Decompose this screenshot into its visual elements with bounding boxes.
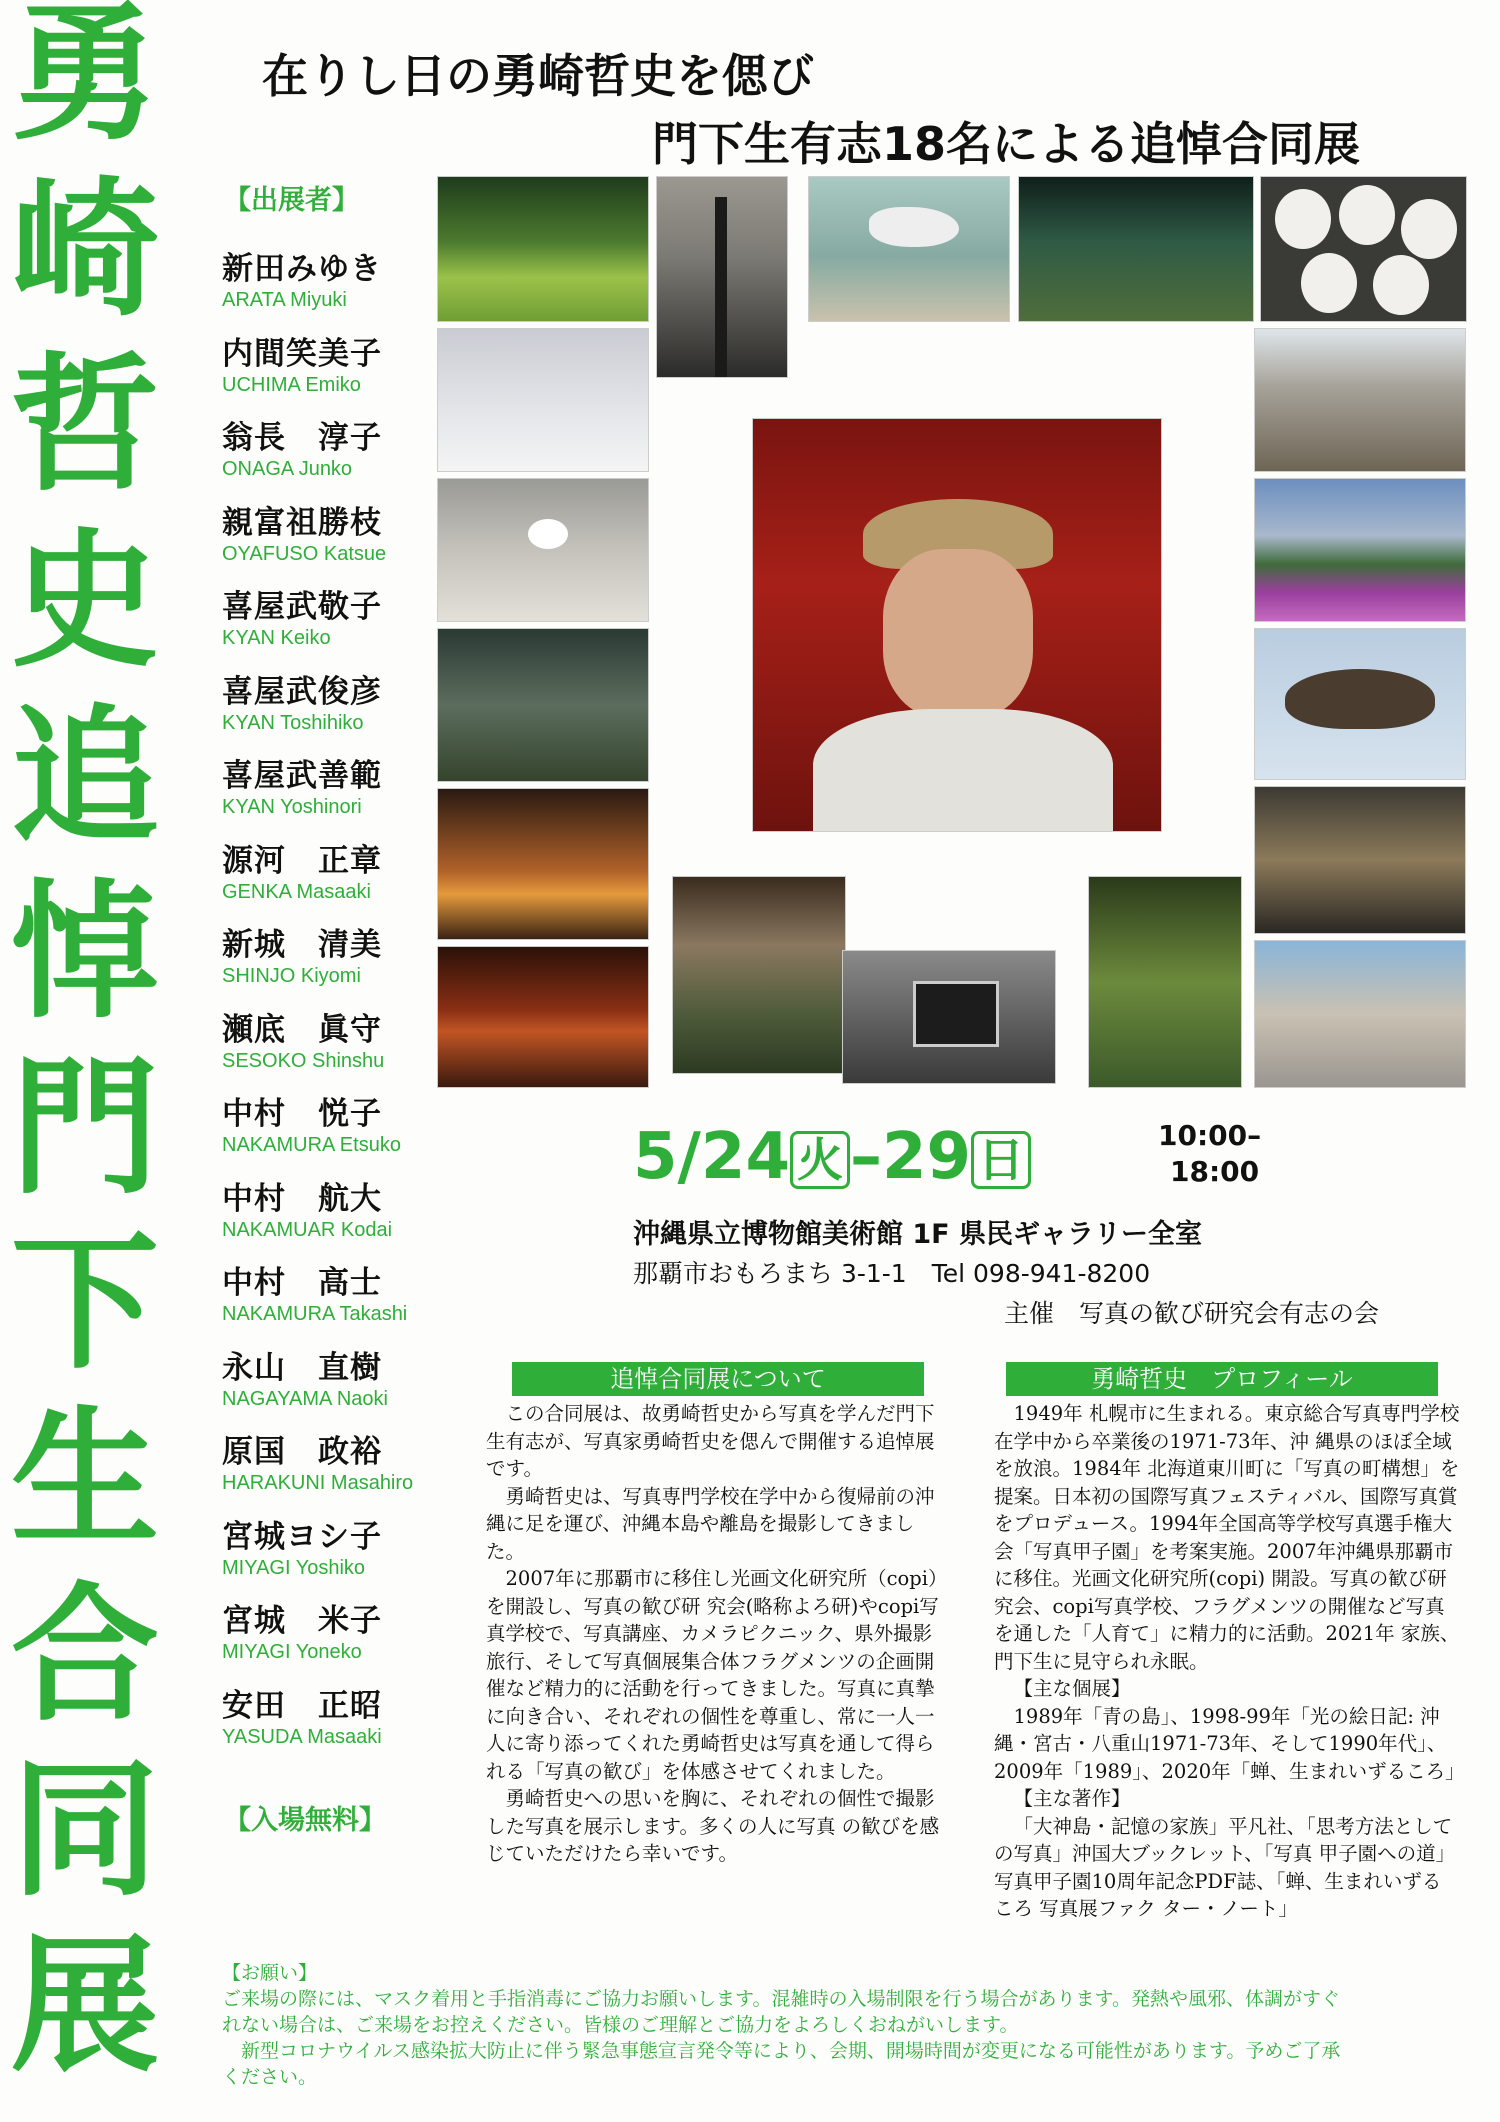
exhibitor-name-ja: 宮城ヨシ子 [222,1518,382,1555]
exhibitor-name-en: GENKA Masaaki [222,880,371,903]
about-body [486,1400,948,1868]
about-paragraph: 勇崎哲史への思いを胸に、それぞれの個性で撮影した写真を展示します。多くの人に写真 の歓びを感じていただけたら幸いです。 [486,1787,940,1865]
exhibitor-name-ja: 翁長 淳子 [222,420,382,456]
exhibitor-name-ja: 内間笑美子 [222,335,382,372]
exhibitor-name-ja: 永山 直樹 [222,1349,382,1386]
photo-plants [437,628,649,782]
about-paragraph: 勇崎哲史は、写真専門学校在学中から復帰前の沖縄に足を運び、沖縄本島や離島を撮影してきました。 [486,1484,935,1563]
vertical-title-char: 勇 [11,0,159,160]
exhibitors-label: 【出展者】 [224,185,359,216]
exhibitor-name-en: NAKAMURA Takashi [222,1303,408,1325]
vertical-title-char: 下 [11,1217,159,1390]
headline-line2: 門下生有志18名による追悼合同展 [652,117,1361,171]
exhibitor-item [222,1602,482,1664]
profile-books: 「大神島・記憶の家族」平凡社、「思考方法としての写真」沖国大ブックレット、「写真 甲子園への道」写真甲子園10周年記念PDF誌、「蝉、生まれいずるころ 写真展ファク ター・ノート」 [994,1814,1456,1920]
exhibitor-name-en: YASUDA Masaaki [222,1725,382,1748]
about-paragraph: 2007年に那覇市に移住し光画文化研究所（copi）を開設し、写真の歓び研 究会(略称よろ研)やcopi写真学校で、写真講座、カメラピクニック、県外撮影旅行、そして写真個展集合体フラグメンツの企画開催など精力的に活動を行ってきました。写真に真摯に向き合い、それぞれの個性を尊重し、常に一人一人に寄り添ってくれた勇崎哲史は写真を通して得られる「写真の歓び」を体感させてくれました。 [486,1567,948,1783]
photo-egret [437,478,649,622]
notice-line2: 新型コロナウイルス感染拡大防止に伴う緊急事態宣言発令等により、会期、開場時間が変更になる可能性があります。予めご了承ください。 [222,2040,1341,2088]
exhibitor-name-ja: 原国 政裕 [222,1434,382,1470]
exhibitor-item [222,1687,482,1749]
exhibitor-name-ja: 中村 悦子 [222,1096,382,1132]
date-end: –29 [849,1120,972,1194]
exhibitor-name-ja: 源河 正章 [222,842,382,879]
admission-label: 【入場無料】 [224,1805,386,1836]
notice-label: 【お願い】 [222,1962,318,1984]
exhibitor-name-en: UCHIMA Emiko [222,373,361,396]
notice [222,1960,1352,2090]
photo-portrait [752,418,1162,832]
profile-books-label: 【主な著作】 [1013,1787,1131,1810]
weekday-end: 日 [971,1131,1031,1189]
exhibitor-item [222,1518,482,1580]
organizer: 主催 写真の歓び研究会有志の会 [1004,1299,1380,1328]
photo-osprey [1254,628,1466,780]
photo-beach-sculpture [808,176,1010,322]
event-dates [633,1122,1031,1192]
exhibitor-name-en: HARAKUNI Masahiro [222,1472,414,1494]
photo-camera-hands [842,950,1056,1084]
photo-tree [656,176,788,378]
profile-works-label: 【主な個展】 [1013,1677,1131,1700]
exhibitor-name-ja: 新城 清美 [222,927,382,963]
exhibitor-item [222,1433,482,1495]
venue: 沖縄県立博物館美術館 1F 県民ギャラリー全室 [633,1219,1203,1250]
photo-vines [1088,876,1242,1088]
exhibitor-name-ja: 喜屋武善範 [222,758,382,794]
photo-flower-field [1254,478,1466,622]
photo-park [437,176,649,322]
profile-heading: 勇崎哲史 プロフィール [1006,1362,1438,1396]
time-open: 10:00– [1158,1119,1262,1152]
photo-ski-slope [437,328,649,472]
vertical-title-char: 展 [11,1919,159,2092]
about-heading: 追悼合同展について [512,1362,924,1396]
vertical-title-char: 合 [11,1568,159,1741]
exhibitor-name-ja: 瀬底 眞守 [222,1011,382,1048]
address: 那覇市おもろまち 3-1-1 Tel 098-941-8200 [633,1259,1151,1288]
date-start: 5/24 [633,1120,790,1194]
exhibitor-name-en: ARATA Miyuki [222,289,347,311]
exhibitor-name-ja: 喜屋武俊彦 [222,673,382,710]
photo-city-crossing [1254,940,1466,1088]
about-paragraph: この合同展は、故勇崎哲史から写真を学んだ門下生有志が、写真家勇崎哲史を偲んで開催する追悼展です。 [486,1402,935,1480]
vertical-title-char: 悼 [11,866,159,1039]
exhibitor-name-en: MIYAGI Yoneko [222,1641,362,1663]
photo-red-sky [437,946,649,1088]
exhibitor-name-en: SHINJO Kiyomi [222,965,361,987]
exhibitor-name-ja: 中村 高士 [222,1265,382,1301]
photo-street-ruins [1254,328,1466,472]
exhibitor-name-en: NAKAMUAR Kodai [222,1218,393,1241]
exhibitor-name-en: KYAN Keiko [222,627,331,649]
profile-body [994,1400,1465,1923]
exhibitor-item [222,1264,482,1326]
exhibitor-name-en: MIYAGI Yoshiko [222,1556,366,1579]
profile-works: 1989年「青の島」、1998-99年「光の絵日記: 沖縄・宮古・八重山1971-73年、そして1990年代」、2009年「1989」、2020年「蝉、生まれいずるころ」 [994,1704,1465,1783]
exhibitor-name-en: NAKAMURA Etsuko [222,1134,401,1156]
exhibitor-name-en: NAGAYAMA Naoki [222,1387,388,1410]
vertical-title-char: 史 [11,514,159,687]
photo-forest-lake [1018,176,1254,322]
exhibitor-name-ja: 中村 航大 [222,1180,382,1217]
photo-masks [1260,176,1467,322]
headline-line1: 在りし日の勇崎哲史を偲び [262,49,814,103]
exhibitor-item [222,1095,482,1157]
vertical-title-char: 門 [11,1041,159,1214]
exhibitor-name-ja: 安田 正昭 [222,1687,382,1724]
vertical-title [0,0,170,2092]
exhibitor-name-en: OYAFUSO Katsue [222,542,387,565]
vertical-title-char: 同 [11,1744,159,1917]
exhibitor-name-en: SESOKO Shinshu [222,1049,385,1072]
profile-bio: 1949年 札幌市に生まれる。東京総合写真専門学校在学中から卒業後の1971-73年、沖 縄県のほぼ全域を放浪。1984年 北海道東川町に「写真の町構想」を提案。日本初の国際写真フェスティバル、国際写真賞をプロデュース。1994年全国高等学校写真選手権大会「写真甲子園」を考案実施。2007年沖縄県那覇市に移住。光画文化研究所(copi) 開設。写真の歓び研究会、copi写真学校、フラグメンツの開催など写真を通した「人育て」に精力的に活動。2021年 家族、門下生に見守られ永眠。 [994,1402,1460,1673]
vertical-title-char: 生 [11,1393,159,1565]
exhibitor-name-en: ONAGA Junko [222,458,353,480]
exhibitor-name-ja: 喜屋武敬子 [222,589,382,625]
photo-mountain-clouds [672,876,846,1074]
vertical-title-char: 崎 [11,163,159,336]
exhibitor-name-en: KYAN Yoshinori [222,796,362,818]
vertical-title-char: 哲 [11,339,159,512]
time-close: 18:00 [1170,1155,1260,1188]
exhibitor-name-ja: 新田みゆき [222,251,382,287]
exhibitor-name-ja: 親富祖勝枝 [222,504,382,541]
vertical-title-char: 追 [11,690,159,863]
photo-airplane-sunset [437,788,649,940]
exhibitor-item [222,1180,482,1242]
exhibitor-name-ja: 宮城 米子 [222,1603,382,1639]
weekday-start: 火 [790,1131,850,1189]
exhibitor-name-en: KYAN Toshihiko [222,711,364,734]
notice-line1: ご来場の際には、マスク着用と手指消毒にご協力お願いします。混雑時の入場制限を行う場合があります。発熱や風邪、体調がすぐれない場合は、ご来場をお控えください。皆様のご理解とご協力をよろしくおねがいします。 [222,1988,1340,2036]
exhibitor-item [222,1349,482,1411]
photo-cafe-woman [1254,786,1466,934]
